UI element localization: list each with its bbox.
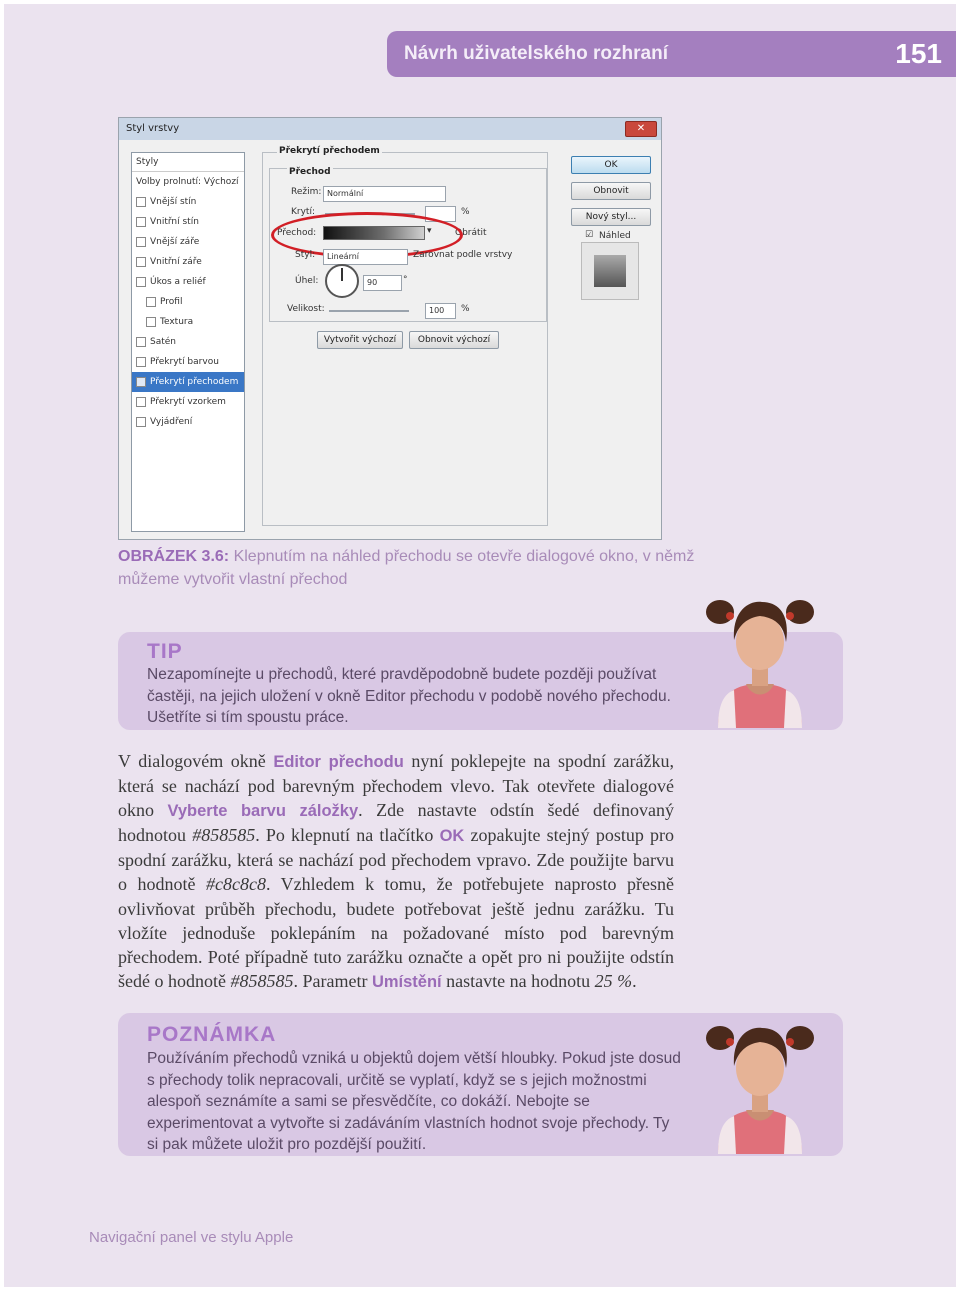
style-select[interactable]: Lineární <box>323 249 408 265</box>
running-footer: Navigační panel ve stylu Apple <box>89 1229 294 1246</box>
opacity-unit: % <box>461 207 470 217</box>
value-text: #858585 <box>230 970 294 991</box>
page-header <box>387 31 956 77</box>
checkbox-icon[interactable] <box>136 257 146 267</box>
style-item[interactable]: Vnitřní stín <box>132 212 244 232</box>
style-label: Styl: <box>295 250 316 260</box>
style-item[interactable]: Překrytí vzorkem <box>132 392 244 412</box>
text-run: nastavte na hodnotu <box>441 970 595 991</box>
text-run: zopakujte stejný postup pro spodní zarážku, která se nachází pod přechodem vpravo. Zde použijte barvu o hodnotě <box>118 825 674 895</box>
note-heading: POZNÁMKA <box>147 1023 277 1046</box>
dial-needle <box>341 268 343 281</box>
checkbox-checked-icon[interactable] <box>136 377 146 387</box>
style-item[interactable]: Satén <box>132 332 244 352</box>
angle-input[interactable]: 90 <box>363 275 402 291</box>
style-item[interactable]: Úkos a reliéf <box>132 272 244 292</box>
girl-mascot-illustration <box>704 586 816 728</box>
figure-caption <box>118 545 698 591</box>
blend-mode-select[interactable]: Normální <box>323 186 446 202</box>
dialog-titlebar <box>119 118 661 140</box>
checkbox-icon[interactable] <box>136 237 146 247</box>
blend-mode-label: Režim: <box>291 187 322 197</box>
style-item[interactable]: Vyjádření <box>132 412 244 432</box>
reverse-label[interactable]: Obrátit <box>455 228 487 238</box>
checkbox-icon[interactable] <box>136 277 146 287</box>
subgroup-title: Přechod <box>289 167 331 177</box>
close-icon[interactable]: ✕ <box>625 121 657 137</box>
scale-unit: % <box>461 304 470 314</box>
reset-default-button[interactable]: Obnovit výchozí <box>409 331 499 349</box>
note-text: Používáním přechodů vzniká u objektů dojem větší hloubky. Pokud jste dosud s přechody tolik nepracovali, určitě se vyplatí, když se s jejich možnostmi alespoň seznámíte a sami se přesvědčíte, co dokáží. Nebojte se experimentovat a vytvořte si zadáváním vlastních hodnot svoje přechody. Ty si pak můžete uložit pro pozdější použití. <box>147 1050 681 1153</box>
text-run: . Zde nastavte odstín šedé definovaný hodnotou <box>118 800 674 846</box>
style-item[interactable]: Překrytí barvou <box>132 352 244 372</box>
angle-unit: ° <box>403 275 408 285</box>
ui-term: OK <box>439 827 465 846</box>
checkbox-icon[interactable] <box>136 197 146 207</box>
blend-options-item[interactable]: Volby prolnutí: Výchozí <box>136 177 239 187</box>
text-run: . Parametr <box>293 970 372 991</box>
ui-term: Vyberte barvu záložky <box>167 802 359 821</box>
opacity-label: Krytí: <box>291 207 315 217</box>
dialog-title: Styl vrstvy <box>126 123 180 134</box>
tip-text: Nezapomínejte u přechodů, které pravděpodobně budete později používat častěji, na jejich uložení v okně Editor přechodu v podobě nového přechodu. Ušetříte si tím spoustu práce. <box>147 666 671 726</box>
scale-input[interactable]: 100 <box>425 303 456 319</box>
checkbox-icon[interactable] <box>136 217 146 227</box>
body-text-content <box>118 749 674 994</box>
checkbox-icon[interactable] <box>136 357 146 367</box>
ok-button[interactable]: OK <box>571 156 651 174</box>
figure-dialog-screenshot <box>118 117 662 540</box>
style-item[interactable]: Vnitřní záře <box>132 252 244 272</box>
text-run: V dialogovém okně <box>118 751 274 771</box>
value-text: 25 % <box>594 970 633 991</box>
align-label[interactable]: Zarovnat podle vrstvy <box>413 250 513 260</box>
gradient-label: Přechod: <box>277 228 317 238</box>
caption-label: OBRÁZEK 3.6: <box>118 548 230 565</box>
girl-mascot-illustration <box>704 1012 816 1154</box>
style-item[interactable]: Vnější stín <box>132 192 244 212</box>
text-run: . Vzhledem k tomu, že potřebujete naprosto přesně ovlivňovat průběh přechodu, budete potřebovat ještě jednu zarážku. Tu vložíte jednoduše poklepáním na požadované místo pod barevným přechodem. Poté případně tuto zarážku označte a opět pro ni použijte odstín šedé o hodnotě <box>118 874 674 991</box>
text-run: . Po klepnutí na tlačítko <box>255 825 440 846</box>
reset-button[interactable]: Obnovit <box>571 182 651 200</box>
make-default-button[interactable]: Vytvořit výchozí <box>317 331 403 349</box>
style-item[interactable]: Vnější záře <box>132 232 244 252</box>
body-paragraph <box>118 749 674 994</box>
angle-dial[interactable] <box>325 264 359 298</box>
checkbox-icon[interactable] <box>146 297 156 307</box>
scale-label: Velikost: <box>287 304 325 314</box>
chevron-down-icon[interactable]: ▾ <box>427 226 432 236</box>
styles-header[interactable]: Styly <box>132 153 244 172</box>
tip-heading: TIP <box>147 640 183 663</box>
styles-list <box>131 152 245 532</box>
group-title: Překrytí přechodem <box>279 146 380 156</box>
text-run: . <box>632 970 637 991</box>
preview-checkbox-label[interactable]: Náhled <box>599 231 631 241</box>
scale-slider[interactable] <box>329 310 409 312</box>
page-number: 151 <box>895 38 942 69</box>
checkbox-icon[interactable] <box>136 397 146 407</box>
page <box>4 4 956 1287</box>
text-run: nyní poklepejte na spodní zarážku, která se nachází pod barevným přechodem vlevo. Tak otevřete dialogové okno <box>118 751 674 821</box>
new-style-button[interactable]: Nový styl... <box>571 208 651 226</box>
caption-text: Klepnutím na náhled přechodu se otevře dialogové okno, v němž můžeme vytvořit vlastní přechod <box>118 548 695 588</box>
angle-label: Úhel: <box>295 276 319 286</box>
style-item[interactable]: Profil <box>132 292 244 312</box>
checkbox-checked-icon[interactable]: ☑ <box>585 230 594 240</box>
style-preview-thumbnail <box>581 242 639 300</box>
checkbox-icon[interactable] <box>136 337 146 347</box>
checkbox-icon[interactable] <box>136 417 146 427</box>
checkbox-icon[interactable] <box>146 317 156 327</box>
ui-term: Umístění <box>371 972 442 991</box>
value-text: #858585 <box>192 825 256 846</box>
style-item[interactable]: Textura <box>132 312 244 332</box>
preview-square <box>594 255 626 287</box>
ui-term: Editor přechodu <box>273 753 404 771</box>
chapter-title: Návrh uživatelského rozhraní <box>404 43 668 64</box>
value-text: #c8c8c8 <box>205 874 266 895</box>
style-item-active[interactable]: Překrytí přechodem <box>132 372 244 392</box>
